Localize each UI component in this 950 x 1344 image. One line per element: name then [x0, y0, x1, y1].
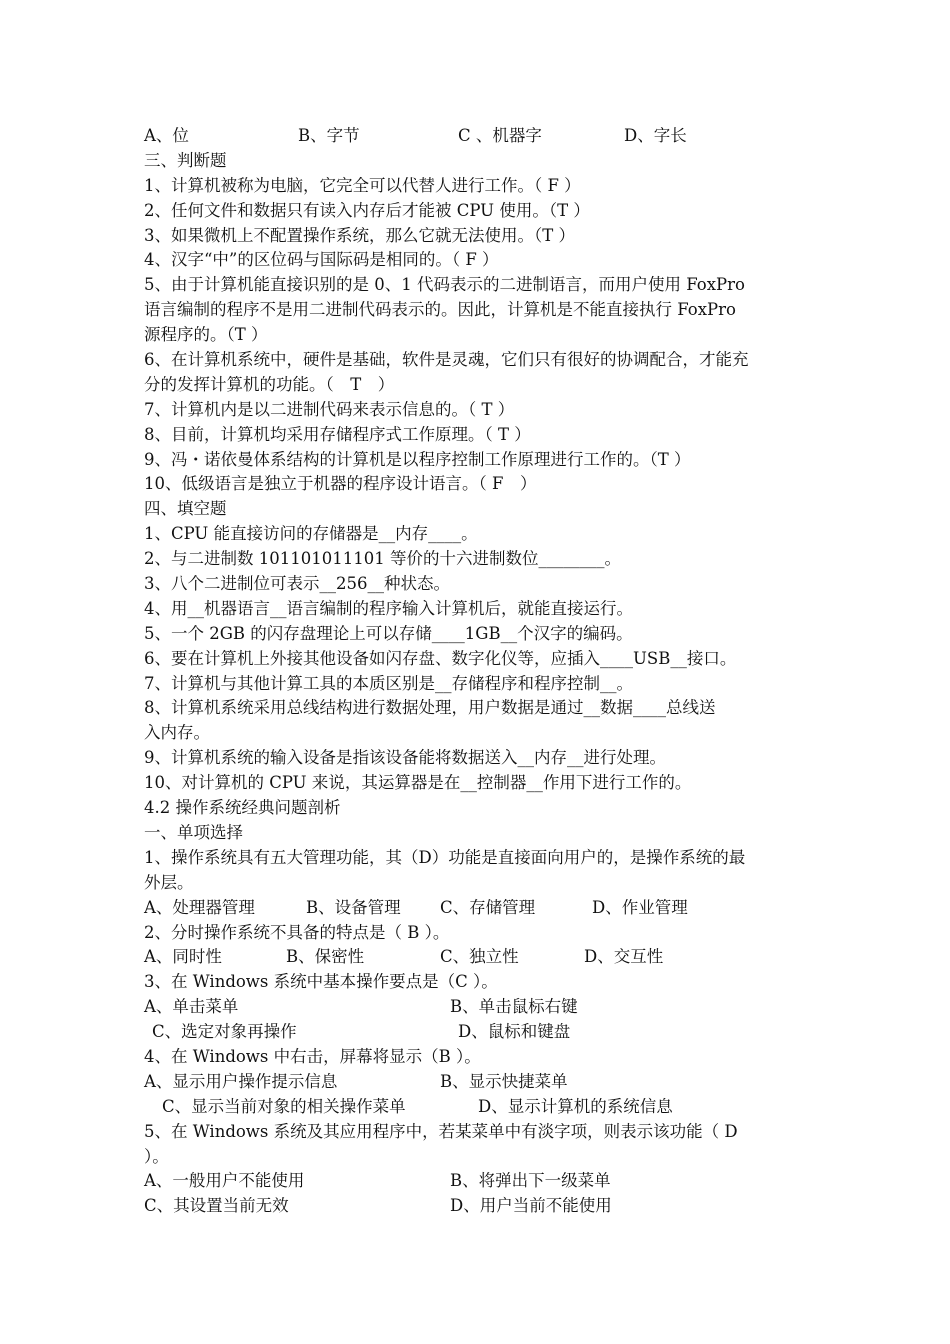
- option-b: B、单击鼠标右键: [450, 997, 578, 1017]
- question-line: 7、计算机内是以二进制代码来表示信息的。（ T ）: [144, 399, 515, 419]
- question-line: 入内存。: [144, 723, 210, 743]
- section-heading: 四、填空题: [144, 499, 227, 519]
- options-row: [144, 1095, 814, 1120]
- options-row: [144, 1194, 814, 1219]
- option-d: D、鼠标和键盘: [458, 1022, 571, 1042]
- options-row: [144, 1169, 814, 1194]
- question-line: 7、计算机与其他计算工具的本质区别是__存储程序和程序控制__。: [144, 673, 633, 693]
- question-line: 4、用__机器语言__语言编制的程序输入计算机后，就能直接运行。: [144, 598, 633, 618]
- question-line: 3、如果微机上不配置操作系统，那么它就无法使用。（T ）: [144, 225, 575, 245]
- question-line: 9、计算机系统的输入设备是指该设备能将数据送入__内存__进行处理。: [144, 748, 666, 768]
- question-line: 10、对计算机的 CPU 来说，其运算器是在__控制器__作用下进行工作的。: [144, 773, 692, 793]
- option-c: C 、机器字: [458, 126, 542, 145]
- option-a: A、一般用户不能使用: [144, 1171, 305, 1191]
- question-line: 4、汉字“中”的区位码与国际码是相同的。（ F ）: [144, 250, 499, 270]
- question-line: 分的发挥计算机的功能。（ T ）: [144, 374, 395, 394]
- options-row: [144, 124, 814, 149]
- question-line: 2、任何文件和数据只有读入内存后才能被 CPU 使用。（T ）: [144, 200, 590, 220]
- question-line: 5、由于计算机能直接识别的是 0、1 代码表示的二进制语言，而用户使用 FoxPro: [144, 275, 745, 295]
- question-line: 外层。: [144, 872, 194, 892]
- option-d: D、作业管理: [592, 897, 688, 917]
- section-title: 4.2 操作系统经典问题剖析: [144, 798, 341, 818]
- question-line: 6、要在计算机上外接其他设备如闪存盘、数字化仪等，应插入____USB__接口。: [144, 648, 737, 668]
- document-page: [144, 124, 814, 1219]
- option-a: A、位: [144, 126, 189, 145]
- question-line: 5、在 Windows 系统及其应用程序中，若某菜单中有淡字项，则表示该功能（ D: [144, 1121, 738, 1141]
- options-row: [144, 1070, 814, 1095]
- question-line: 源程序的。（T ）: [144, 325, 268, 345]
- options-row: [144, 896, 814, 921]
- option-b: B、将弹出下一级菜单: [450, 1171, 611, 1191]
- option-b: B、保密性: [286, 947, 365, 967]
- option-d: D、交互性: [584, 947, 664, 967]
- options-row: [144, 1020, 814, 1045]
- option-c: C、存储管理: [440, 897, 536, 917]
- option-b: B、显示快捷菜单: [440, 1071, 568, 1091]
- question-line: 8、计算机系统采用总线结构进行数据处理，用户数据是通过__数据____总线送: [144, 698, 716, 718]
- option-c: C、选定对象再操作: [152, 1022, 297, 1042]
- question-line: 4、在 Windows 中右击，屏幕将显示（B ）。: [144, 1046, 481, 1066]
- question-line: 5、一个 2GB 的闪存盘理论上可以存储____1GB__个汉字的编码。: [144, 623, 633, 643]
- option-a: A、处理器管理: [144, 897, 255, 917]
- option-d: D、用户当前不能使用: [450, 1196, 612, 1216]
- question-line: 1、CPU 能直接访问的存储器是__内存____。: [144, 524, 478, 544]
- option-d: D、字长: [624, 126, 687, 145]
- question-line: 6、在计算机系统中，硬件是基础，软件是灵魂，它们只有很好的协调配合，才能充: [144, 350, 749, 370]
- question-line: 1、操作系统具有五大管理功能，其（D）功能是直接面向用户的，是操作系统的最: [144, 847, 746, 867]
- option-a: A、同时性: [144, 947, 222, 967]
- question-line: 9、冯・诺依曼体系结构的计算机是以程序控制工作原理进行工作的。（T ）: [144, 449, 691, 469]
- option-a: A、显示用户操作提示信息: [144, 1071, 338, 1091]
- question-line: 8、目前，计算机均采用存储程序式工作原理。（ T ）: [144, 424, 531, 444]
- option-c: C、显示当前对象的相关操作菜单: [162, 1096, 406, 1116]
- option-c: C、其设置当前无效: [144, 1196, 289, 1216]
- question-line: 3、在 Windows 系统中基本操作要点是（C ）。: [144, 972, 498, 992]
- options-row: [144, 995, 814, 1020]
- question-line: 3、八个二进制位可表示__256__种状态。: [144, 574, 450, 594]
- question-line: 2、与二进制数 101101011101 等价的十六进制数位________。: [144, 549, 621, 569]
- option-b: B、设备管理: [306, 897, 401, 917]
- question-line: 10、低级语言是独立于机器的程序设计语言。（ F ）: [144, 474, 537, 494]
- option-d: D、显示计算机的系统信息: [478, 1096, 673, 1116]
- question-line: 语言编制的程序不是用二进制代码表示的。因此，计算机是不能直接执行 FoxPro: [144, 300, 736, 320]
- option-c: C、独立性: [440, 947, 519, 967]
- options-row: [144, 945, 814, 970]
- option-a: A、单击菜单: [144, 997, 239, 1017]
- option-b: B、字节: [298, 126, 360, 145]
- question-line: ）。: [144, 1146, 169, 1166]
- question-line: 2、分时操作系统不具备的特点是（ B ）。: [144, 922, 450, 942]
- section-heading: 一、单项选择: [144, 822, 243, 842]
- question-line: 1、计算机被称为电脑，它完全可以代替人进行工作。（ F ）: [144, 175, 581, 195]
- section-heading: 三、判断题: [144, 150, 227, 170]
